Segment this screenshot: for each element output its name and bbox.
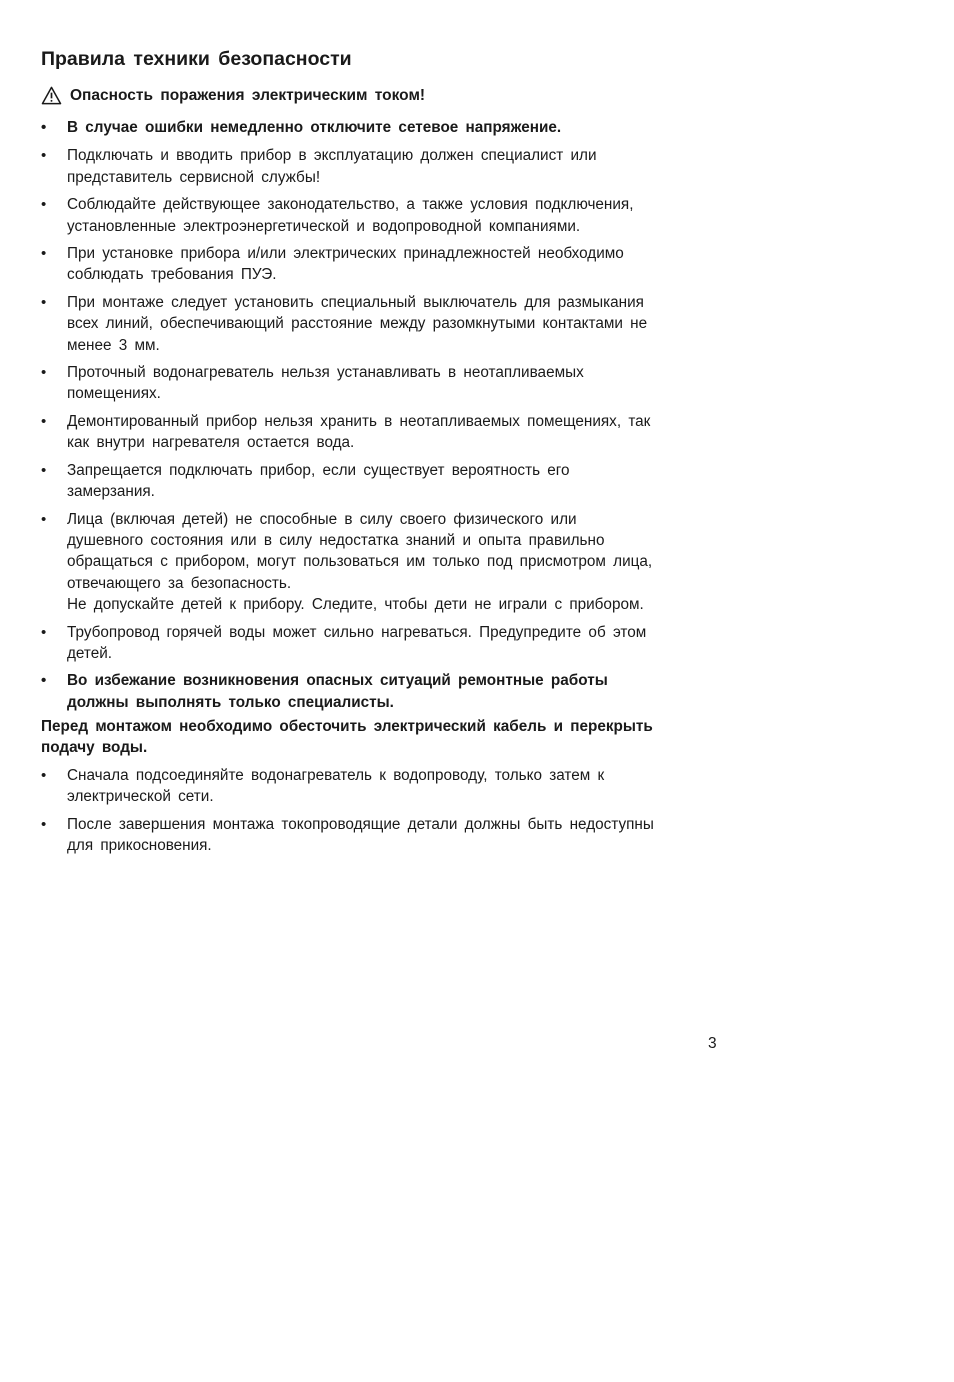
line: всех линий, обеспечивающий расстояние между разомкнутыми контактами не [67,315,648,333]
list-item: • Проточный водонагреватель нельзя устанавливать в неотапливаемых помещениях. [41,362,731,405]
electric-shock-warning [41,87,425,105]
list-item: • После завершения монтажа токопроводящие детали должны быть недоступны для прикосновения. [41,814,731,857]
line: электрической сети. [67,788,214,806]
line: Не допускайте детей к прибору. Следите, чтобы дети не играли с прибором. [67,596,644,614]
list-item: • Соблюдайте действующее законодательство, а также условия подключения, установленные электроэнергетической и водопроводной компаниями. [41,194,731,237]
line: При установке прибора и/или электрических принадлежностей необходимо [67,245,624,263]
line: После завершения монтажа токопроводящие детали должны быть недоступны [67,815,654,833]
page-title: Правила техники безопасности [41,48,352,70]
line: Соблюдайте действующее законодательство, а также условия подключения, [67,196,634,214]
line: При монтаже следует установить специальный выключатель для размыкания [67,293,644,311]
list-item: • Подключать и вводить прибор в эксплуатацию должен специалист или представитель сервисной службы! [41,145,731,188]
list-item: • При монтаже следует установить специальный выключатель для размыкания всех линий, обеспечивающий расстояние между разомкнутыми контактами не менее 3 мм. [41,292,731,356]
line: Запрещается подключать прибор, если существует вероятность его [67,461,570,479]
list-item: • Запрещается подключать прибор, если существует вероятность его замерзания. [41,460,731,503]
line: менее 3 мм. [67,336,160,354]
page-number: 3 [708,1035,717,1052]
line: как внутри нагревателя остается вода. [67,434,355,452]
list-item: • Сначала подсоединяйте водонагреватель к водопроводу, только затем к электрической сети. [41,765,731,808]
line: помещениях. [67,385,161,403]
list-item: • Лица (включая детей) не способные в силу своего физического или душевного состояния или в силу недостатка знаний и опыта правильно обращаться с прибором, могут пользоваться им только под присмотром лица, отвечающего за безопасность. Не допускайте детей к прибору. Следите, чтобы дети не играли с прибором. [41,509,731,616]
list-item: • Во избежание возникновения опасных ситуаций ремонтные работы должны выполнять только специалисты. [41,670,731,713]
line: Демонтированный прибор нельзя хранить в неотапливаемых помещениях, так [67,412,651,430]
pre-installation-notice [41,716,731,759]
line: В случае ошибки немедленно отключите сетевое напряжение. [67,119,562,136]
warning-triangle-icon [41,86,62,105]
line: для прикосновения. [67,837,212,855]
line: должны выполнять только специалисты. [67,693,394,711]
list-item: • В случае ошибки немедленно отключите сетевое напряжение. [41,117,731,138]
line: представитель сервисной службы! [67,168,321,186]
line: замерзания. [67,483,155,501]
line: Перед монтажом необходимо обесточить электрический кабель и перекрыть [41,718,653,735]
list-item: • При установке прибора и/или электрических принадлежностей необходимо соблюдать требования ПУЭ. [41,243,731,286]
list-item: • Трубопровод горячей воды может сильно нагреваться. Предупредите об этом детей. [41,622,731,665]
safety-list [41,117,731,713]
line: обращаться с прибором, могут пользоваться им только под присмотром лица, [67,553,653,571]
line: Лица (включая детей) не способные в силу своего физического или [67,510,577,528]
list-item: • Демонтированный прибор нельзя хранить в неотапливаемых помещениях, так как внутри нагревателя остается вода. [41,411,731,454]
line: установленные электроэнергетической и водопроводной компаниями. [67,217,581,235]
line: Трубопровод горячей воды может сильно нагреваться. Предупредите об этом [67,623,647,641]
line: отвечающего за безопасность. [67,574,292,592]
installation-list [41,765,731,857]
line: соблюдать требования ПУЭ. [67,266,277,284]
line: Проточный водонагреватель нельзя устанавливать в неотапливаемых [67,364,584,382]
line: Подключать и вводить прибор в эксплуатацию должен специалист или [67,147,597,165]
line: подачу воды. [41,739,148,757]
line: душевного состояния или в силу недостатка знаний и опыта правильно [67,531,605,549]
warning-text: Опасность поражения электрическим током! [70,87,426,104]
line: Сначала подсоединяйте водонагреватель к водопроводу, только затем к [67,767,605,784]
line: детей. [67,644,113,662]
line: Во избежание возникновения опасных ситуаций ремонтные работы [67,672,608,690]
